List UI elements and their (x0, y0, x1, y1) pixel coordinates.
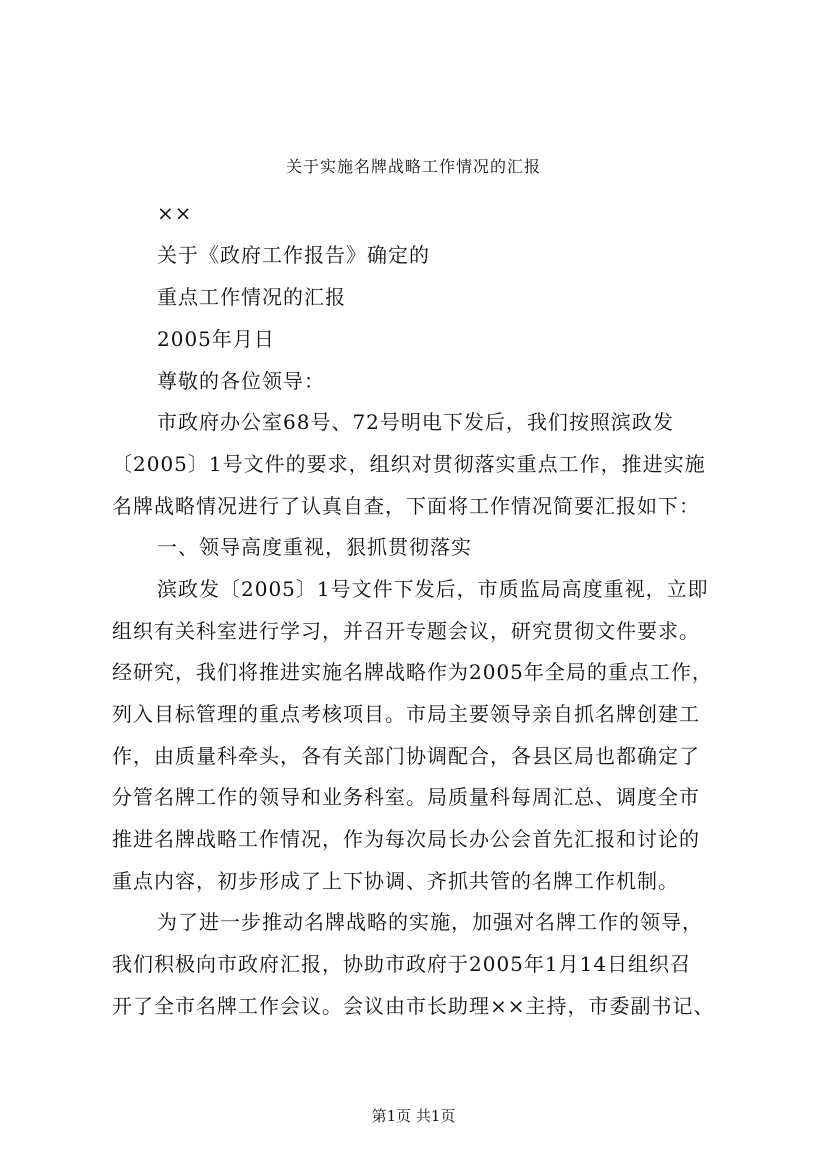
text-line: ×× (157, 201, 193, 225)
text-line: 经研究，我们将推进实施名牌战略作为2005年全局的重点工作， (112, 660, 713, 684)
text-line: 〔2005〕1号文件的要求，组织对贯彻落实重点工作，推进实施 (112, 452, 706, 476)
section-heading: 一、领导高度重视，狠抓贯彻落实 (157, 535, 472, 559)
text-line: 尊敬的各位领导： (157, 369, 325, 393)
text-line: 重点工作情况的汇报 (157, 285, 346, 309)
text-line: 我们积极向市政府汇报，协助市政府于2005年1月14日组织召 (112, 952, 692, 976)
text-line: 重点内容，初步形成了上下协调、齐抓共管的名牌工作机制。 (112, 869, 679, 893)
text-line: 2005年月日 (157, 327, 275, 351)
text-line: 市政府办公室68号、72号明电下发后，我们按照滨政发 (157, 410, 674, 434)
text-line: 列入目标管理的重点考核项目。市局主要领导亲自抓名牌创建工 (112, 702, 700, 726)
page-footer: 第1页 共1页 (371, 1107, 456, 1125)
text-line: 作，由质量科牵头，各有关部门协调配合，各县区局也都确定了 (112, 744, 700, 768)
text-line: 分管名牌工作的领导和业务科室。局质量科每周汇总、调度全市 (112, 785, 700, 809)
text-line: 开了全市名牌工作会议。会议由市长助理××主持，市委副书记、 (112, 994, 715, 1018)
text-line: 名牌战略情况进行了认真自查，下面将工作情况简要汇报如下： (112, 494, 700, 518)
text-line: 滨政发〔2005〕1号文件下发后，市质监局高度重视，立即 (157, 577, 709, 601)
text-line: 组织有关科室进行学习，并召开专题会议，研究贯彻文件要求。 (112, 619, 700, 643)
text-line: 推进名牌战略工作情况，作为每次局长办公会首先汇报和讨论的 (112, 827, 700, 851)
text-line: 关于《政府工作报告》确定的 (157, 243, 430, 267)
page-title: 关于实施名牌战略工作情况的汇报 (285, 157, 541, 176)
text-line: 为了进一步推动名牌战略的实施，加强对名牌工作的领导， (157, 910, 703, 934)
